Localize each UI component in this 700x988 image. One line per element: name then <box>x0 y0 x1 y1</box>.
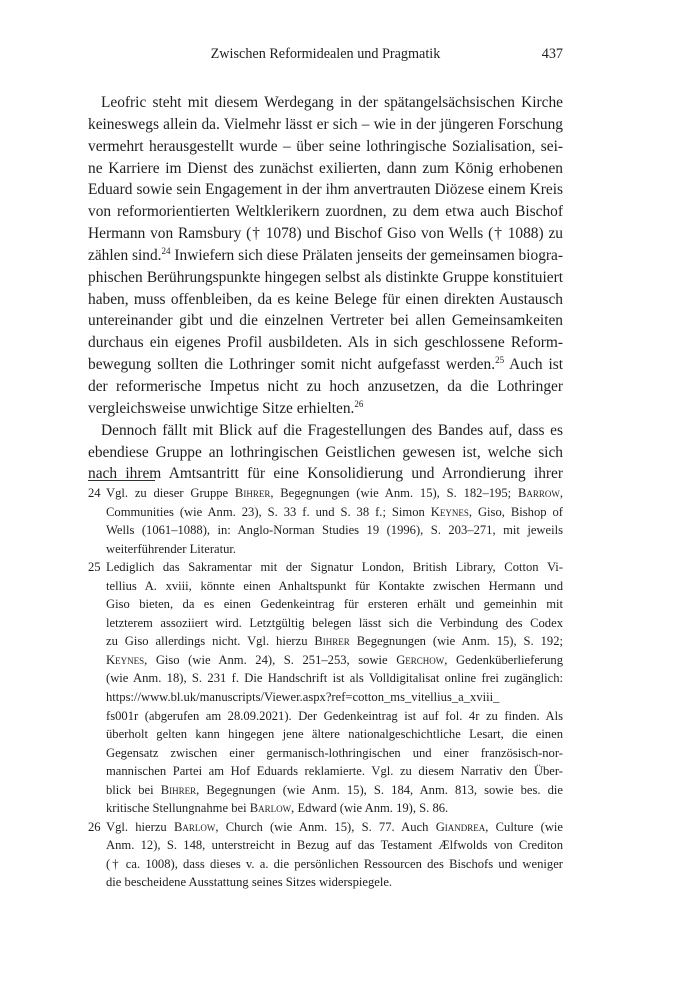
author-name: Barlow <box>249 801 292 816</box>
footnote-line: letzterem assoziiert wird. Letztgültig belegen lässt sich die Verbindung des Codex <box>106 615 563 630</box>
footnote-line: Giso bieten, da es einen Gedenkeintrag für ersteren erhält und gemeinhin mit <box>106 597 563 612</box>
footnote-line: Anm. 12), S. 148, unterstreicht in Bezug auf das Testament Ælfwolds von Crediton <box>106 838 563 853</box>
text-line: nach ihrem Amtsantritt für eine Konsolidierung und Arrondierung ihrer <box>88 465 563 483</box>
footnote-line: fs001r (abgerufen am 28.09.2021). Der Gedenkeintrag ist auf fol. 4r zu finden. Als <box>106 708 563 723</box>
footnotes <box>88 484 563 892</box>
footnote-separator <box>88 480 155 481</box>
footnote-line: https://www.bl.uk/manuscripts/Viewer.aspx?ref=cotton_ms_vitellius_a_xviii_ <box>106 690 500 705</box>
author-name: Gerchow <box>396 652 445 667</box>
footnote-line: Vgl. hierzu Barlow, Church (wie Anm. 15), S. 77. Auch Giandrea, Culture (wie <box>106 819 564 834</box>
text-line: zählen sind.$^{24}$ Inwiefern sich diese Prälaten jenseits der gemeinsamen biogra- <box>88 245 563 264</box>
footnote-line: Vgl. zu dieser Gruppe Bihrer, Begegnungen (wie Anm. 15), S. 182–195; Barrow, <box>106 486 563 500</box>
footnote-ref[interactable]: 26 <box>354 398 364 409</box>
text-line: haben, muss offenbleiben, da es keine Belege für einen direkten Austausch <box>88 290 563 308</box>
text-line: Dennoch fällt mit Blick auf die Fragestellungen des Bandes auf, dass es <box>101 421 563 439</box>
footnote-number: 26 <box>88 819 101 834</box>
text-line: untereinander gibt und die einzelnen Vertreter bei allen Gemeinsamkeiten <box>88 312 563 330</box>
footnote-line: überholt gelten kann hingegen jene ältere nationalgeschichtliche Lesart, die einen <box>106 727 563 742</box>
footnote-text <box>106 484 563 558</box>
footnote-line: (wie Anm. 18), S. 231 f. Die Handschrift ist als Volldigitalisat online frei zugänglich: <box>106 671 563 686</box>
author-name: Barrow <box>517 486 560 500</box>
text-line: vermehrt herausgestellt wurde – über seine lothringische Sozialisation, sei- <box>88 137 563 155</box>
footnote-line: Communities (wie Anm. 23), S. 33 f. und S. 38 f.; Simon Keynes, Giso, Bishop of <box>106 504 563 519</box>
footnote-ref[interactable]: 24 <box>161 245 171 256</box>
footnote-line: blick bei Bihrer, Begegnungen (wie Anm. 15), S. 184, Anm. 813, sowie bes. die <box>106 782 563 797</box>
author-name: Keynes <box>106 652 145 667</box>
footnote-line: weiterführender Literatur. <box>106 541 237 556</box>
footnote-ref[interactable]: 25 <box>495 355 505 366</box>
author-name: Bihrer <box>234 486 271 500</box>
footnote-25 <box>88 558 563 818</box>
running-title: Zwischen Reformidealen und Pragmatik <box>210 46 441 62</box>
page-number: 437 <box>541 46 563 62</box>
text-line: ne Karriere im Dienst des zunächst exilierten, dann zum König erhobenen <box>88 159 563 177</box>
main-text <box>88 92 563 485</box>
author-name: Bihrer <box>314 634 350 649</box>
footnote-line: Keynes, Giso (wie Anm. 24), S. 251–253, sowie Gerchow, Gedenküberlieferung <box>106 652 563 667</box>
text-line: bewegung sollten die Lothringer somit nicht aufgefasst werden.$^{25}$ Auch ist <box>88 355 563 374</box>
text-line: von reformorientierten Weltklerikern zuordnen, zu dem etwa auch Bischof <box>88 203 563 221</box>
footnote-line: († ca. 1008), dass dieses v. a. die persönlichen Ressourcen des Bischofs und weniger <box>106 856 563 871</box>
footnote-line: Wells (1061–1088), in: Anglo-Norman Studies 19 (1996), S. 203–271, mit jeweils <box>106 523 563 538</box>
footnote-24 <box>88 484 563 558</box>
footnote-line: mannischen Partei am Hof Eduards reklamierte. Vgl. zu diesem Narrativ den Über- <box>106 764 563 779</box>
footnote-text <box>106 558 563 818</box>
text-line: Leofric steht mit diesem Werdegang in der spätangelsächsischen Kirche <box>101 94 563 111</box>
footnote-line: tellius A. xviii, könnte einen Anhaltspunkt für Kontakte zwischen Hermann und <box>106 578 563 593</box>
text-line: Eduard sowie sein Engagement in der ihm anvertrauten Diözese einem Kreis <box>88 181 563 199</box>
footnote-26 <box>88 818 563 892</box>
text-line: keineswegs allein da. Vielmehr lässt er sich – wie in der jüngeren Forschung <box>88 115 563 133</box>
author-name: Bihrer <box>160 782 197 797</box>
footnote-text <box>106 818 563 892</box>
footnote-line: Gegensatz zwischen einer germanisch-lothringischen und einer französisch-nor- <box>106 745 563 760</box>
text-line: der reformerische Impetus nicht zu hoch anzusetzen, da die Lothringer <box>88 377 563 395</box>
footnote-line: zu Giso allerdings nicht. Vgl. hierzu Bihrer Begegnungen (wie Anm. 15), S. 192; <box>106 634 564 649</box>
running-header <box>88 46 563 66</box>
text-line: vergleichsweise unwichtige Sitze erhielten.$^{26}$ <box>88 398 364 417</box>
author-name: Keynes <box>430 504 469 519</box>
text-line: Hermann von Ramsbury († 1078) und Bischof Giso von Wells († 1088) zu <box>88 225 563 243</box>
footnote-number: 25 <box>88 560 101 575</box>
footnote-number: 24 <box>88 486 101 500</box>
author-name: Giandrea <box>435 819 486 834</box>
text-line: durchaus ein eigenes Profil ausbildeten. Als in sich geschlossene Reform- <box>88 334 563 352</box>
footnote-line: die bescheidene Ausstattung seines Sitzes widerspiegele. <box>106 875 393 890</box>
footnote-line: kritische Stellungnahme bei Barlow, Edward (wie Anm. 19), S. 86. <box>106 801 449 816</box>
text-line: ebendiese Gruppe an lothringischen Geistlichen gewesen ist, welche sich <box>88 443 563 461</box>
author-name: Barlow <box>173 819 216 834</box>
footnote-line: Lediglich das Sakramentar mit der Signatur London, British Library, Cotton Vi- <box>106 560 563 575</box>
text-line: phischen Berührungspunkte hingegen selbst als distinkte Gruppe konstituiert <box>88 268 563 286</box>
